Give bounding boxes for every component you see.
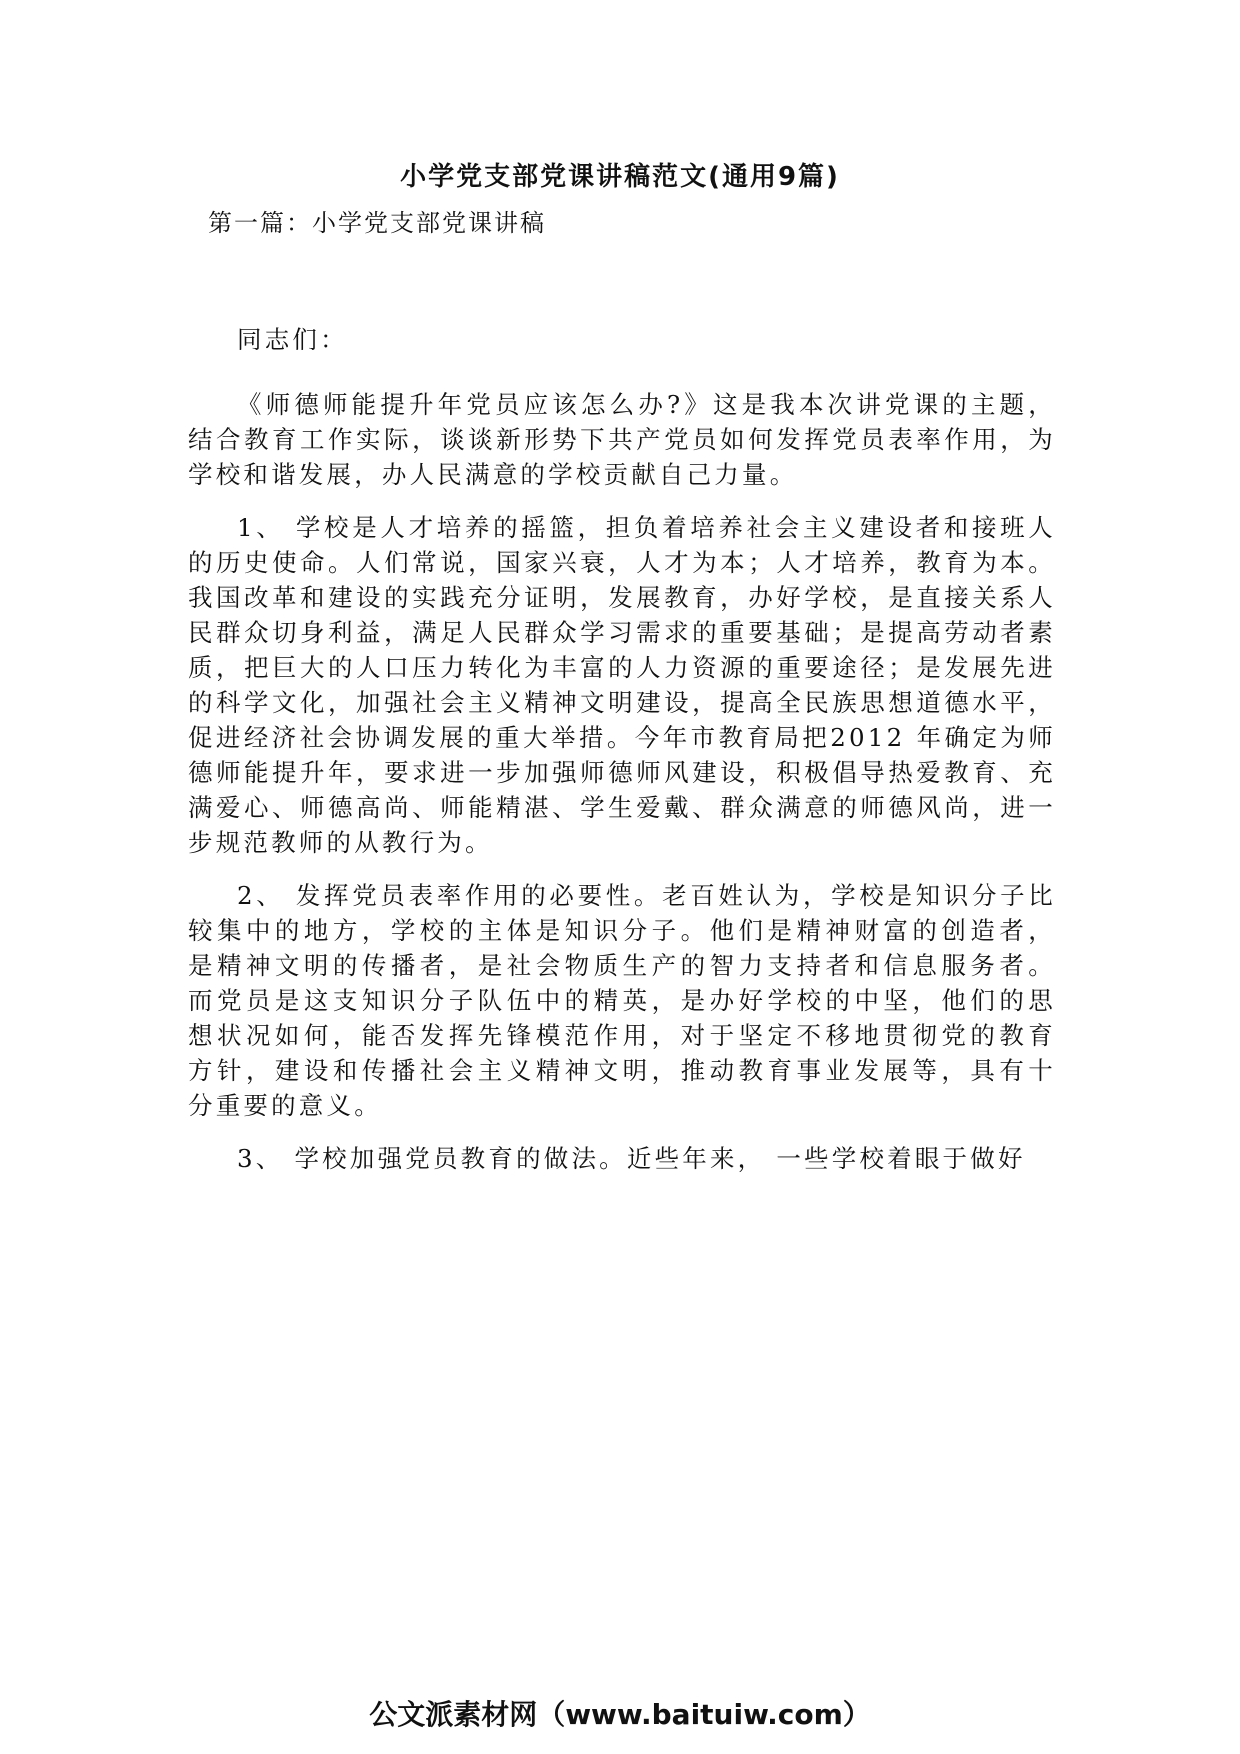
paragraph-point-1: 1、 学校是人才培养的摇篮，担负着培养社会主义建设者和接班人的历史使命。人们常说，国家兴衰，人才为本；人才培养，教育为本。我国改革和建设的实践充分证明，发展教育，办好学校，是直接关系人民群众切身利益，满足人民群众学习需求的重要基础；是提高劳动者素质，把巨大的人口压力转化为丰富的人力资源的重要途径；是发展先进的科学文化，加强社会主义精神文明建设，提高全民族思想道德水平，促进经济社会协调发展的重大举措。今年市教育局把2012 年确定为师德师能提升年，要求进一步加强师德师风建设，积极倡导热爱教育、充满爱心、师德高尚、师能精湛、学生爱戴、群众满意的师德风尚，进一步规范教师的从教行为。: [188, 513, 1056, 857]
paragraph-point-2: 2、 发挥党员表率作用的必要性。老百姓认为，学校是知识分子比较集中的地方，学校的主体是知识分子。他们是精神财富的创造者， 是精神文明的传播者，是社会物质生产的智力支持者和信息服务者。 而党员是这支知识分子队伍中的精英，是办好学校的中坚，他们的思 想状况如何，能否发挥先锋模范作用，对于坚定不移地贯彻党的教育 方针，建设和传播社会主义精神文明，推动教育事业发展等，具有十 分重要的意义。: [188, 881, 1056, 1120]
footer-brand: 公文派素材网（www.baituiw.com）: [369, 1698, 871, 1731]
paragraph-intro: 《师德师能提升年党员应该怎么办?》这是我本次讲党课的主题，结合教育工作实际，谈谈新形势下共产党员如何发挥党员表率作用，为学校和谐发展，办人民满意的学校贡献自己力量。: [188, 390, 1056, 489]
section-heading: 第一篇：小学党支部党课讲稿: [208, 209, 546, 237]
document-body: [188, 322, 1056, 1194]
salutation: 同志们：: [237, 325, 348, 354]
document-title: 小学党支部党课讲稿范文(通用9篇): [400, 162, 840, 192]
paragraph-point-3: 3、 学校加强党员教育的做法。近些年来， 一些学校着眼于做好: [237, 1144, 1026, 1173]
